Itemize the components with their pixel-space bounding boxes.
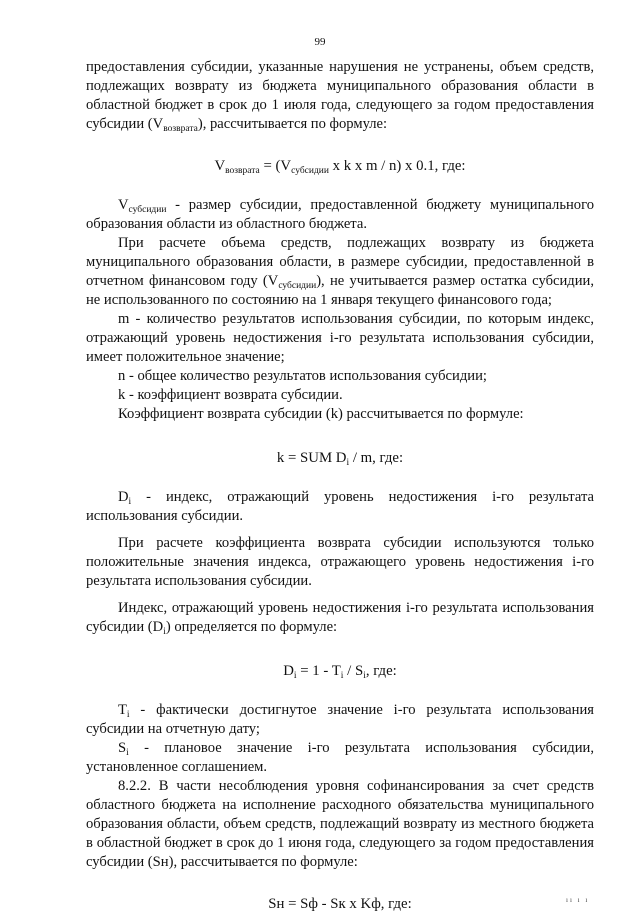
formula-refund-coefficient: k = SUM $D_i$ / m, где: bbox=[276, 450, 404, 468]
document-body bbox=[86, 58, 594, 914]
corner-mark: ıı ı ı bbox=[566, 896, 590, 904]
paragraph-di-definition: $D_i$ - индекс, отражающий уровень недостижения i-го результата использования субсидии. bbox=[86, 489, 594, 524]
paragraph-si-definition: $S_i$ - плановое значение i-го результата использования субсидии, установленное соглашением. bbox=[86, 740, 594, 775]
paragraph-index-intro: Индекс, отражающий уровень недостижения i-го результата использования субсидии $(D_i)$ определяется по формуле: bbox=[86, 600, 594, 637]
formula-cofinancing-refund: Sн = Sф - Sк x Kф, где: bbox=[268, 896, 412, 912]
paragraph-m-definition: m - количество результатов использования субсидии, по которым индекс, отражающий уровень недостижения i-го результата использования субсидии, имеет положительное значение; bbox=[86, 311, 594, 365]
paragraph-positive-values: При расчете коэффициента возврата субсидии используются только положительные значения индекса, отражающего уровень недостижения i-го результата использования субсидии. bbox=[86, 535, 594, 589]
paragraph-refund-calculation: При расчете объема средств, подлежащих возврату из бюджета муниципального образования области, в размере субсидии, предоставленной в отчетном финансовом году $(V_{субсидии})$, не учитывается размер остатка субсидии, не использованного по состоянию на 1 января текущего финансового года; bbox=[86, 235, 594, 308]
paragraph-k-definition: k - коэффициент возврата субсидии. bbox=[118, 387, 343, 403]
paragraph-subsidy-size: $V_{субсидии}$ - размер субсидии, предоставленной бюджету муниципального образования области из областного бюджета. bbox=[86, 197, 594, 232]
paragraph-n-definition: n - общее количество результатов использования субсидии; bbox=[118, 368, 487, 384]
formula-index: $D_i = 1 - T_i / S_i$, где: bbox=[283, 663, 397, 681]
paragraph-8-2-2: 8.2.2. В части несоблюдения уровня софинансирования за счет средств областного бюджета на исполнение расходного обязательства муниципального образования области, объем средств, подлежащий возврату из местного бюджета в областной бюджет в срок до 1 июня года, следующего за годом предоставления субсидии (Sн), рассчитывается по формуле: bbox=[86, 778, 594, 870]
paragraph-subsidy-violations: предоставления субсидии, указанные нарушения не устранены, объем средств, подлежащих возврату из бюджета муниципального образования области в областной бюджет в срок до 1 июля года, следующего за годом предоставления субсидии $(V_{возврата})$, рассчитывается по формуле: bbox=[86, 59, 594, 134]
formula-refund-volume: $V_{возврата} = (V_{субсидии}$ x k x m / n) x 0.1, где: bbox=[214, 158, 466, 176]
paragraph-k-formula-intro: Коэффициент возврата субсидии (k) рассчитывается по формуле: bbox=[118, 406, 524, 422]
page-number: 99 bbox=[314, 36, 326, 48]
paragraph-ti-definition: $T_i$ - фактически достигнутое значение i-го результата использования субсидии на отчетную дату; bbox=[86, 702, 594, 737]
